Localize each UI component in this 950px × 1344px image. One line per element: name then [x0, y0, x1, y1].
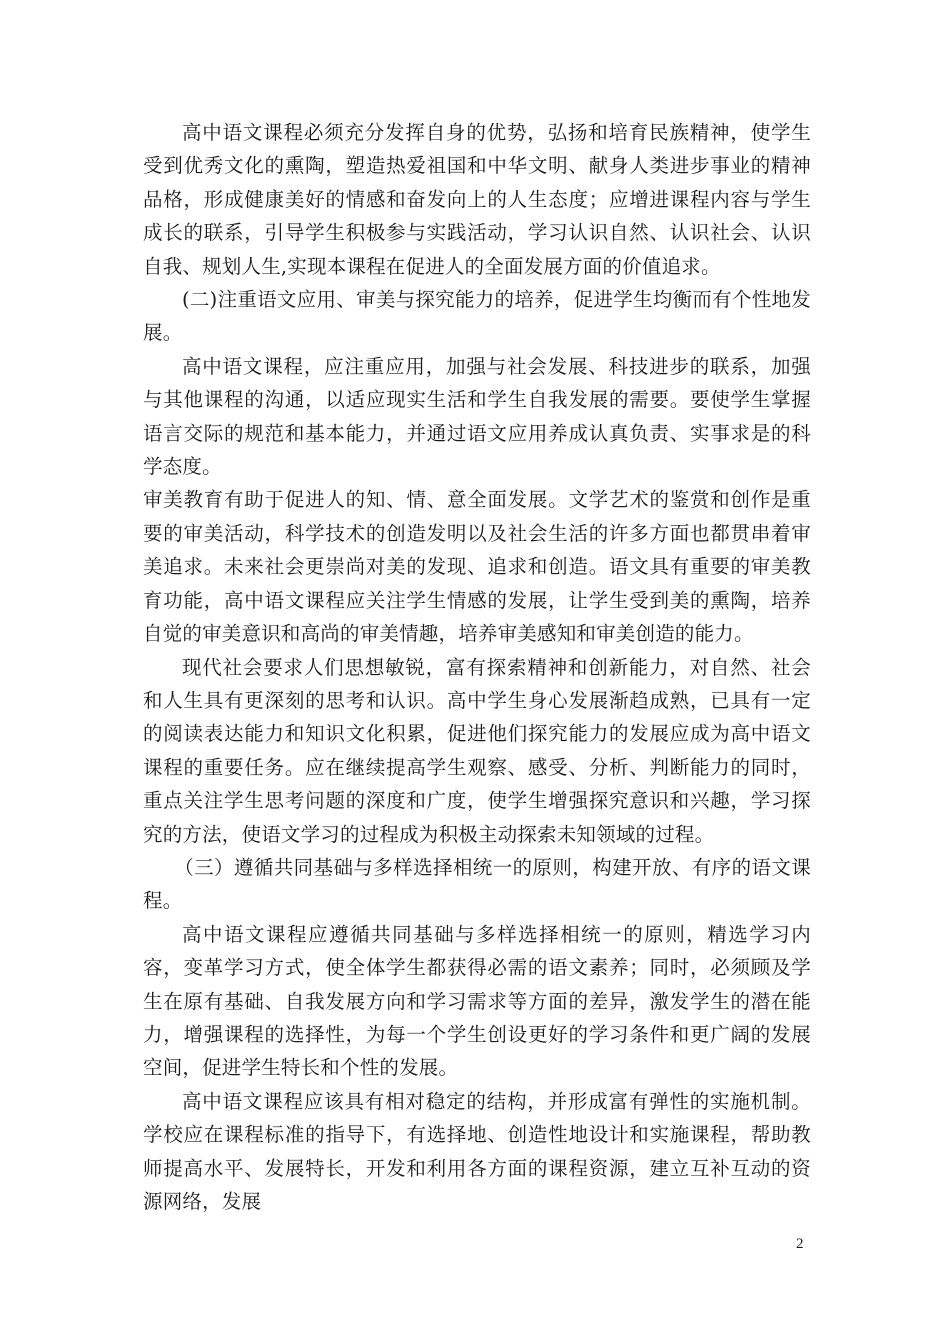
paragraph-aesthetic-education: 审美教育有助于促进人的知、情、意全面发展。文学艺术的鉴赏和创作是重要的审美活动，科学技术的创造发明以及社会生活的许多方面也都贯串着审美追求。未来社会更崇尚对美的发现、追求和创造。语文具有重要的审美教育功能，高中语文课程应关注学生情感的发展，让学生受到美的熏陶，培养自觉的审美意识和高尚的审美情趣，培养审美感知和审美创造的能力。 [143, 488, 811, 646]
paragraph-course-structure: 高中语文课程应该具有相对稳定的结构，并形成富有弹性的实施机制。学校应在课程标准的指导下，有选择地、创造性地设计和实施课程，帮助教师提高水平、发展特长，开发和利用各方面的课程资源，建立互补互动的资源网络，发展 [143, 1089, 811, 1213]
paragraph-application: 高中语文课程，应注重应用，加强与社会发展、科技进步的联系，加强与其他课程的沟通，以适应现实生活和学生自我发展的需要。要使学生掌握语言交际的规范和基本能力，并通过语文应用养成认真负责、实事求是的科学态度。 [143, 354, 811, 479]
paragraph-national-spirit: 高中语文课程必须充分发挥自身的优势，弘扬和培育民族精神，使学生受到优秀文化的熏陶，塑造热爱祖国和中华文明、献身人类进步事业的精神品格，形成健康美好的情感和奋发向上的人生态度；应增进课程内容与学生成长的联系，引导学生积极参与实践活动，学习认识自然、认识社会、认识自我、规划人生,实现本课程在促进人的全面发展方面的价值追求。 [143, 121, 811, 278]
page-number: 2 [796, 1236, 804, 1252]
paragraph-inquiry-ability: 现代社会要求人们思想敏锐，富有探索精神和创新能力，对自然、社会和人生具有更深刻的思考和认识。高中学生身心发展渐趋成熟，已具有一定的阅读表达能力和知识文化积累，促进他们探究能力的发展应成为高中语文课程的重要任务。应在继续提高学生观察、感受、分析、判断能力的同时，重点关注学生思考问题的深度和广度，使学生增强探究意识和兴趣，学习探究的方法，使语文学习的过程成为积极主动探索未知领域的过程。 [143, 655, 811, 846]
section-heading-three: （三）遵循共同基础与多样选择相统一的原则，构建开放、有序的语文课程。 [143, 855, 811, 913]
section-heading-two: (二)注重语文应用、审美与探究能力的培养，促进学生均衡而有个性地发展。 [143, 288, 811, 345]
paragraph-common-foundation: 高中语文课程应遵循共同基础与多样选择相统一的原则，精选学习内容，变革学习方式，使全体学生都获得必需的语文素养；同时，必须顾及学生在原有基础、自我发展方向和学习需求等方面的差异，激发学生的潜在能力，增强课程的选择性，为每一个学生创设更好的学习条件和更广阔的发展空间，促进学生特长和个性的发展。 [143, 922, 811, 1080]
document-body [143, 116, 811, 1218]
